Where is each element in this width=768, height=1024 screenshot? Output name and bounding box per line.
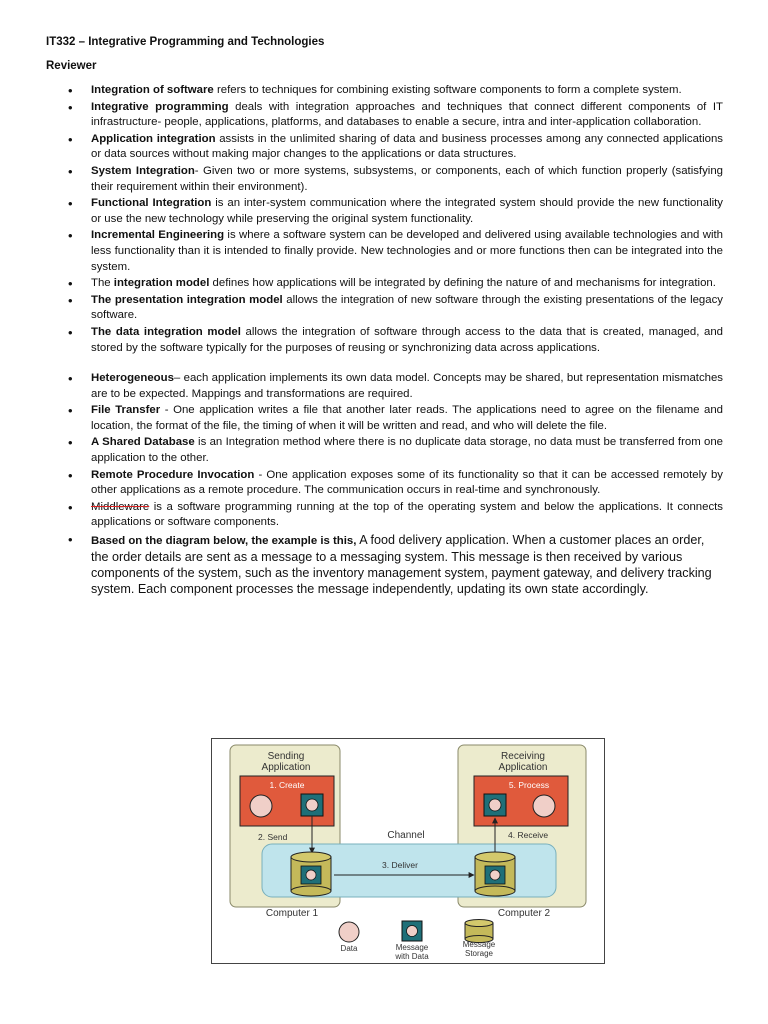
list-item: • Integrative programming deals with integration approaches and techniques that connect different components of IT infrastructure- people, applications, platforms, and databases to enable a secure, intra and inter-application collaboration. — [46, 100, 723, 131]
list-item: • Integration of software refers to techniques for combining existing software components to form a complete system. — [46, 83, 723, 99]
channel-label: Channel — [387, 830, 425, 841]
message-storage-icon — [291, 852, 331, 896]
legend-data-icon — [339, 922, 359, 942]
process-label: 5. Process — [508, 780, 550, 790]
list-item: • A Shared Database is an Integration method where there is no duplicate data storage, no data must be transferred from one application to the other. — [46, 435, 723, 466]
list-item: • The presentation integration model allows the integration of new software through the existing presentations of the legacy software. — [46, 293, 723, 324]
list-item: • Functional Integration is an inter-system communication where the integrated system should provide the new functionality or use the new technology while preserving the original system functionality. — [46, 196, 723, 227]
strikethrough-term: Middleware — [91, 500, 150, 513]
document-title: IT332 – Integrative Programming and Technologies — [46, 36, 325, 48]
receiving-title: Receiving — [501, 751, 545, 762]
document-subtitle: Reviewer — [46, 60, 97, 72]
list-item: • System Integration- Given two or more systems, subsystems, or components, each of which function properly (satisfying their requirement within their environment). — [46, 164, 723, 195]
message-data-dot — [489, 799, 501, 811]
sending-title: Sending — [267, 751, 305, 762]
send-label: 2. Send — [258, 832, 288, 842]
legend-message-dot — [407, 926, 418, 937]
deliver-label: 3. Deliver — [382, 860, 418, 870]
list-item: • Incremental Engineering is where a software system can be developed and delivered using available technologies and with less functionality than it is intended to finally provide. New technologies and or more functions then can be integrated into the system. — [46, 228, 723, 275]
legend-storage-label-line2: Storage — [464, 949, 494, 958]
list-item: • File Transfer - One application writes a file that another later reads. The applications need to agree on the filename and location, the format of the file, the timing of when it will be written and read, and who will delete the file. — [46, 403, 723, 434]
create-label: 1. Create — [269, 780, 305, 790]
list-item: • Remote Procedure Invocation - One application exposes some of its functionality so that it can be accessed remotely by other applications as a remote procedure. The communication occurs in real-time and synchronously. — [46, 468, 723, 499]
list-item: • Application integration assists in the unlimited sharing of data and business processes among any connected applications or data sources without making major changes to the applications or data structures. — [46, 132, 723, 163]
messaging-diagram-svg — [212, 739, 604, 963]
legend-data-label: Data — [340, 944, 358, 953]
sending-title-line2: Application — [261, 762, 311, 773]
receive-label: 4. Receive — [508, 830, 549, 840]
computer-1-label: Computer 1 — [265, 908, 319, 919]
list-item: • Based on the diagram below, the example is this, A food delivery application. When a customer places an order, the order details are sent as a message to a messaging system. This message is then received by various components of the system, such as the inventory management system, payment gateway, and delivery tracking system. Each component processes the message independently, updating its own state accordingly. — [46, 532, 723, 597]
list-item: • The integration model defines how applications will be integrated by defining the nature of and mechanisms for integration. — [46, 276, 723, 292]
message-data-dot — [306, 799, 318, 811]
data-circle-icon — [250, 795, 272, 817]
legend-storage-label: Message — [462, 940, 496, 949]
computer-2-label: Computer 2 — [497, 908, 551, 919]
list-item: • The data integration model allows the integration of software through access to the data that is created, managed, and stored by the software typically for the purposes of reusing or synchronizing data across applications. — [46, 325, 723, 356]
list-item: • Middleware is a software programming running at the top of the operating system and below the applications. It connects applications or software components. — [46, 500, 723, 531]
list-item: • Heterogeneous– each application implements its own data model. Concepts may be shared, but representation mismatches are to be expected. Mappings and transformations are required. — [46, 371, 723, 402]
legend-message-label-line2: with Data — [395, 952, 429, 961]
legend-message-label: Message — [395, 943, 429, 952]
data-circle-icon — [533, 795, 555, 817]
reviewer-list — [46, 83, 723, 598]
messaging-diagram — [211, 738, 605, 964]
receiving-title-line2: Application — [498, 762, 548, 773]
message-storage-icon — [475, 852, 515, 896]
